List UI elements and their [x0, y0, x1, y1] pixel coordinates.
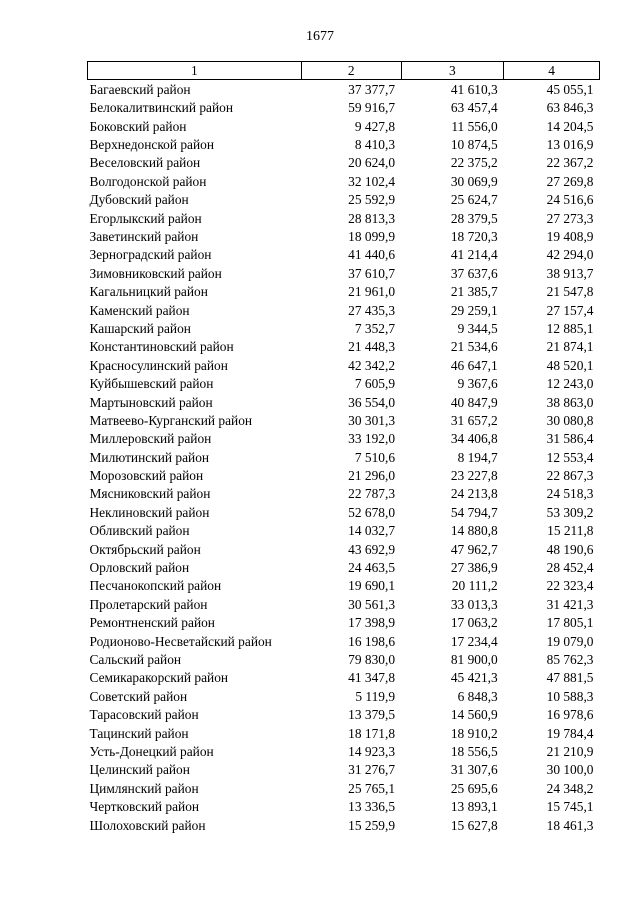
table-row [88, 577, 600, 595]
table-row [88, 80, 600, 99]
district-name-cell: Целинский район [89, 762, 190, 778]
column-header-4: 4 [504, 62, 600, 80]
table-row [88, 742, 600, 760]
value-cell-col2: 41 347,8 [348, 670, 396, 686]
district-name-cell: Ремонтненский район [89, 615, 215, 631]
value-cell-col3: 46 647,1 [450, 357, 498, 373]
table-row [88, 706, 600, 724]
value-cell-col4: 13 016,9 [546, 137, 594, 153]
value-cell-col4: 30 080,8 [546, 412, 594, 428]
value-cell-col3: 41 610,3 [450, 81, 498, 97]
value-cell-col4: 12 553,4 [546, 449, 594, 465]
value-cell-col2: 8 410,3 [354, 137, 396, 153]
value-cell-col2: 24 463,5 [348, 560, 396, 576]
value-cell-col2: 13 336,5 [348, 799, 396, 815]
district-name-cell: Волгодонской район [89, 173, 207, 189]
value-cell-col3: 31 307,6 [450, 762, 498, 778]
district-name-cell: Чертковский район [89, 799, 200, 815]
table-row [88, 614, 600, 632]
value-cell-col2: 17 398,9 [348, 615, 396, 631]
table-row [88, 669, 600, 687]
district-name-cell: Песчанокопский район [89, 578, 222, 594]
value-cell-col4: 31 421,3 [546, 596, 594, 612]
value-cell-col4: 14 204,5 [546, 118, 594, 134]
table-row [88, 595, 600, 613]
value-cell-col2: 37 610,7 [348, 265, 396, 281]
district-name-cell: Боковский район [89, 118, 187, 134]
value-cell-col4: 42 294,0 [546, 247, 594, 263]
value-cell-col2: 21 961,0 [348, 284, 396, 300]
value-cell-col2: 30 561,3 [348, 596, 396, 612]
value-cell-col4: 15 745,1 [546, 799, 594, 815]
value-cell-col4: 22 867,3 [546, 468, 594, 484]
table-row [88, 117, 600, 135]
value-cell-col4: 19 784,4 [546, 725, 594, 741]
value-cell-col2: 32 102,4 [348, 173, 396, 189]
value-cell-col4: 63 846,3 [546, 100, 594, 116]
value-cell-col4: 24 516,6 [546, 192, 594, 208]
value-cell-col3: 37 637,6 [450, 265, 498, 281]
table-row [88, 283, 600, 301]
value-cell-col4: 22 323,4 [546, 578, 594, 594]
district-name-cell: Егорлыкский район [89, 210, 202, 226]
value-cell-col2: 14 032,7 [348, 523, 396, 539]
table-row [88, 779, 600, 797]
table-row [88, 430, 600, 448]
table-row [88, 154, 600, 172]
value-cell-col2: 13 379,5 [348, 707, 396, 723]
district-name-cell: Сальский район [89, 652, 182, 667]
value-cell-col3: 40 847,9 [450, 394, 498, 410]
value-cell-col3: 18 556,5 [450, 743, 498, 759]
value-cell-col2: 21 296,0 [348, 468, 396, 484]
value-cell-col3: 9 367,6 [457, 376, 498, 392]
value-cell-col4: 85 762,3 [546, 652, 594, 667]
value-cell-col4: 19 408,9 [546, 229, 594, 245]
column-header-2: 2 [301, 62, 401, 80]
district-name-cell: Багаевский район [89, 81, 191, 97]
district-name-cell: Белокалитвинский район [89, 100, 234, 116]
value-cell-col2: 19 690,1 [348, 578, 396, 594]
table-row [88, 301, 600, 319]
district-name-cell: Веселовский район [89, 155, 201, 171]
value-cell-col3: 47 962,7 [450, 541, 498, 557]
value-cell-col2: 7 605,9 [354, 376, 396, 392]
value-cell-col3: 81 900,0 [450, 652, 498, 667]
value-cell-col3: 28 379,5 [450, 210, 498, 226]
district-name-cell: Кашарский район [89, 320, 191, 336]
table-row [88, 338, 600, 356]
value-cell-col3: 29 259,1 [450, 302, 498, 318]
value-cell-col2: 33 192,0 [348, 431, 396, 447]
district-name-cell: Пролетарский район [89, 596, 208, 612]
value-cell-col4: 48 520,1 [546, 357, 594, 373]
value-cell-col4: 27 269,8 [546, 173, 594, 189]
value-cell-col4: 19 079,0 [546, 633, 594, 649]
value-cell-col2: 7 510,6 [354, 449, 396, 465]
district-name-cell: Тацинский район [89, 725, 189, 741]
value-cell-col3: 9 344,5 [457, 320, 498, 336]
district-name-cell: Заветинский район [89, 229, 199, 245]
district-name-cell: Тарасовский район [89, 707, 199, 723]
district-name-cell: Шолоховский район [89, 817, 206, 833]
value-cell-col2: 59 916,7 [348, 100, 396, 116]
value-cell-col3: 18 720,3 [450, 229, 498, 245]
value-cell-col4: 24 348,2 [546, 780, 594, 796]
value-cell-col3: 8 194,7 [457, 449, 498, 465]
value-cell-col3: 27 386,9 [450, 560, 498, 576]
district-name-cell: Дубовский район [89, 192, 189, 208]
value-cell-col2: 52 678,0 [348, 504, 396, 520]
value-cell-col2: 14 923,3 [348, 743, 396, 759]
value-cell-col2: 41 440,6 [348, 247, 396, 263]
table-row [88, 191, 600, 209]
value-cell-col3: 13 893,1 [450, 799, 498, 815]
value-cell-col4: 21 547,8 [546, 284, 594, 300]
value-cell-col3: 21 385,7 [450, 284, 498, 300]
value-cell-col2: 18 171,8 [348, 725, 396, 741]
table-row [88, 816, 600, 834]
table-row [88, 172, 600, 190]
table-row [88, 522, 600, 540]
table-row [88, 99, 600, 117]
value-cell-col2: 18 099,9 [348, 229, 396, 245]
value-cell-col3: 22 375,2 [450, 155, 498, 171]
value-cell-col4: 22 367,2 [546, 155, 594, 171]
value-cell-col4: 53 309,2 [546, 504, 594, 520]
value-cell-col3: 15 627,8 [450, 817, 498, 833]
district-name-cell: Куйбышевский район [89, 376, 214, 392]
value-cell-col3: 14 880,8 [450, 523, 498, 539]
value-cell-col4: 48 190,6 [546, 541, 594, 557]
value-cell-col4: 12 885,1 [546, 320, 594, 336]
value-cell-col2: 43 692,9 [348, 541, 396, 557]
district-name-cell: Зимовниковский район [89, 265, 222, 281]
column-header-3: 3 [401, 62, 504, 80]
table-row [88, 467, 600, 485]
value-cell-col4: 38 913,7 [546, 265, 594, 281]
column-header-1: 1 [88, 62, 302, 80]
value-cell-col4: 15 211,8 [547, 523, 594, 539]
value-cell-col3: 17 234,4 [450, 633, 498, 649]
value-cell-col3: 33 013,3 [450, 596, 498, 612]
table-row [88, 319, 600, 337]
value-cell-col3: 21 534,6 [450, 339, 498, 355]
value-cell-col4: 38 863,0 [546, 394, 594, 410]
value-cell-col2: 9 427,8 [354, 118, 396, 134]
district-name-cell: Семикаракорский район [89, 670, 229, 686]
district-name-cell: Милютинский район [89, 449, 210, 465]
value-cell-col2: 20 624,0 [348, 155, 396, 171]
district-name-cell: Усть-Донецкий район [89, 743, 214, 759]
value-cell-col3: 23 227,8 [450, 468, 498, 484]
district-name-cell: Октябрьский район [89, 541, 201, 557]
district-name-cell: Неклиновский район [89, 504, 210, 520]
value-cell-col3: 25 695,6 [450, 780, 498, 796]
value-cell-col4: 21 874,1 [546, 339, 594, 355]
district-name-cell: Матвеево-Курганский район [89, 412, 253, 428]
value-cell-col2: 27 435,3 [348, 302, 396, 318]
district-name-cell: Константиновский район [89, 339, 234, 355]
value-cell-col4: 17 805,1 [546, 615, 594, 631]
value-cell-col3: 30 069,9 [450, 173, 498, 189]
table-row [88, 228, 600, 246]
value-cell-col3: 31 657,2 [450, 412, 498, 428]
value-cell-col4: 27 273,3 [546, 210, 594, 226]
district-name-cell: Родионово-Несветайский район [89, 633, 272, 649]
district-name-cell: Морозовский район [89, 468, 204, 484]
district-name-cell: Каменский район [89, 302, 190, 318]
district-name-cell: Обливский район [89, 523, 190, 539]
table-body [88, 80, 600, 835]
table-row [88, 209, 600, 227]
table-row [88, 136, 600, 154]
value-cell-col4: 12 243,0 [546, 376, 594, 392]
district-name-cell: Советский район [89, 688, 188, 704]
table-row [88, 375, 600, 393]
page-number: 1677 [306, 29, 334, 44]
table-row [88, 448, 600, 466]
value-cell-col2: 25 592,9 [348, 192, 396, 208]
district-name-cell: Миллеровский район [89, 431, 212, 447]
value-cell-col4: 27 157,4 [546, 302, 594, 318]
district-name-cell: Мартыновский район [89, 394, 213, 410]
value-cell-col4: 21 210,9 [546, 743, 594, 759]
district-name-cell: Орловский район [89, 560, 190, 576]
header-row [88, 62, 600, 80]
table-row [88, 393, 600, 411]
value-cell-col3: 45 421,3 [450, 670, 498, 686]
value-cell-col3: 11 556,0 [451, 118, 498, 134]
table-row [88, 724, 600, 742]
value-cell-col3: 41 214,4 [450, 247, 498, 263]
district-name-cell: Кагальницкий район [89, 284, 208, 300]
table-row [88, 503, 600, 521]
value-cell-col2: 25 765,1 [348, 780, 396, 796]
value-cell-col3: 10 874,5 [450, 137, 498, 153]
value-cell-col3: 24 213,8 [450, 486, 498, 502]
value-cell-col2: 21 448,3 [348, 339, 396, 355]
value-cell-col3: 6 848,3 [457, 688, 498, 704]
table-row [88, 264, 600, 282]
district-name-cell: Зерноградский район [89, 247, 212, 263]
table-row [88, 411, 600, 429]
value-cell-col3: 14 560,9 [450, 707, 498, 723]
table-row [88, 356, 600, 374]
district-name-cell: Красносулинский район [89, 357, 228, 373]
value-cell-col2: 37 377,7 [348, 81, 396, 97]
value-cell-col2: 15 259,9 [348, 817, 396, 833]
value-cell-col3: 25 624,7 [450, 192, 498, 208]
value-cell-col4: 28 452,4 [546, 560, 594, 576]
table-row [88, 798, 600, 816]
value-cell-col4: 30 100,0 [546, 762, 594, 778]
district-name-cell: Верхнедонской район [89, 137, 215, 153]
value-cell-col3: 18 910,2 [450, 725, 498, 741]
table-row [88, 632, 600, 650]
value-cell-col2: 30 301,3 [348, 412, 396, 428]
table-row [88, 246, 600, 264]
value-cell-col4: 18 461,3 [546, 817, 594, 833]
value-cell-col4: 47 881,5 [546, 670, 594, 686]
value-cell-col2: 16 198,6 [348, 633, 396, 649]
value-cell-col3: 17 063,2 [450, 615, 498, 631]
value-cell-col4: 31 586,4 [546, 431, 594, 447]
table-row [88, 540, 600, 558]
value-cell-col2: 36 554,0 [348, 394, 396, 410]
value-cell-col2: 22 787,3 [348, 486, 396, 502]
value-cell-col2: 79 830,0 [348, 652, 396, 667]
table-row [88, 485, 600, 503]
value-cell-col4: 16 978,6 [546, 707, 594, 723]
district-name-cell: Цимлянский район [89, 780, 199, 796]
district-name-cell: Мясниковский район [89, 486, 211, 502]
value-cell-col2: 5 119,9 [355, 688, 396, 704]
value-cell-col2: 42 342,2 [348, 357, 396, 373]
value-cell-col4: 45 055,1 [546, 81, 594, 97]
table-row [88, 651, 600, 669]
data-table [87, 61, 600, 834]
value-cell-col3: 54 794,7 [450, 504, 498, 520]
value-cell-col2: 31 276,7 [348, 762, 396, 778]
table-row [88, 687, 600, 705]
value-cell-col4: 10 588,3 [546, 688, 594, 704]
value-cell-col3: 63 457,4 [450, 100, 498, 116]
value-cell-col2: 28 813,3 [348, 210, 396, 226]
value-cell-col2: 7 352,7 [354, 320, 396, 336]
value-cell-col4: 24 518,3 [546, 486, 594, 502]
value-cell-col3: 34 406,8 [450, 431, 498, 447]
table-row [88, 761, 600, 779]
table-row [88, 559, 600, 577]
value-cell-col3: 20 111,2 [451, 578, 498, 594]
